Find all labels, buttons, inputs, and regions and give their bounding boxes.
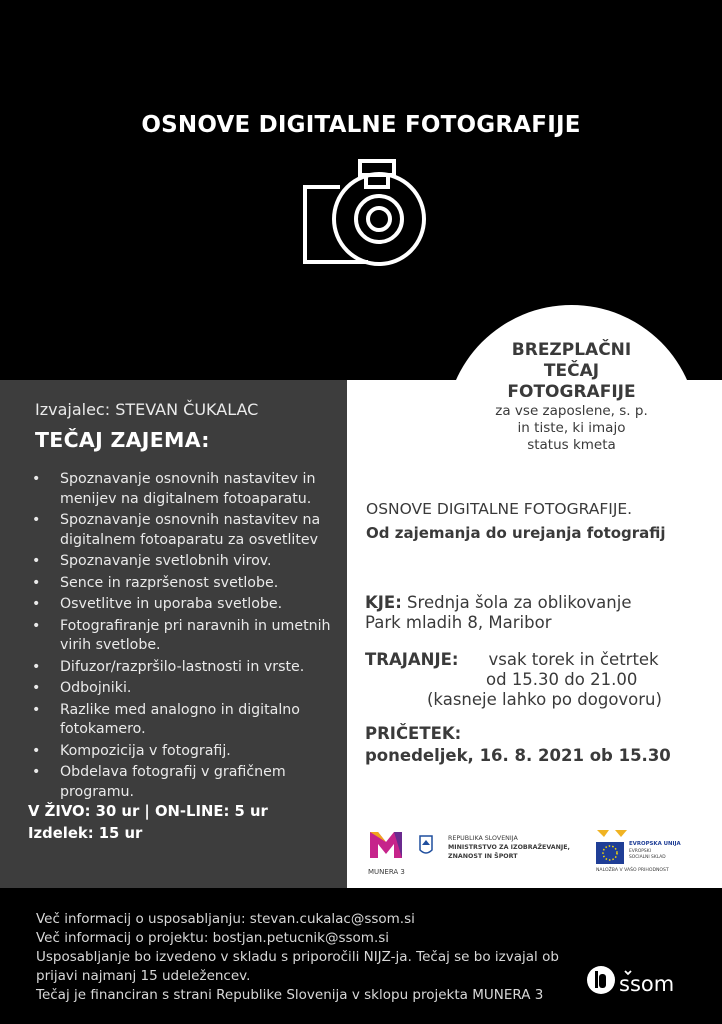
- bubble-sub2: in tiste, ki imajo: [517, 420, 626, 436]
- course-title: [366, 497, 666, 545]
- bubble-line1: BREZPLAČNI: [511, 340, 632, 360]
- ministry-logo: [448, 835, 570, 860]
- eu-line2: EVROPSKI: [629, 849, 651, 854]
- munera-label: MUNERA 3: [368, 868, 405, 876]
- hours-live-online: V ŽIVO: 30 ur | ON-LINE: 5 ur: [28, 803, 268, 820]
- location-label: KJE:: [365, 593, 402, 612]
- list-item: • Odbojniki.: [22, 679, 342, 699]
- footer-line1: Več informacij o usposabljanju: stevan.cukalac@ssom.si: [36, 911, 415, 927]
- start-label: PRIČETEK:: [365, 724, 462, 743]
- munera-logo: [368, 832, 405, 876]
- list-item: • Razlike med analogno in digitalno fotokamero.: [22, 701, 342, 740]
- bubble-sub1: za vse zaposlene, s. p.: [495, 403, 648, 419]
- list-item: • Obdelava fotografij v grafičnem programu.: [22, 763, 342, 802]
- list-item: • Spoznavanje svetlobnih virov.: [22, 552, 342, 572]
- footer-line4: prijavi najmanj 15 udeležencev.: [36, 968, 251, 984]
- camera-icon: [300, 155, 430, 270]
- page-title: OSNOVE DIGITALNE FOTOGRAFIJE: [141, 112, 581, 138]
- hours-product: Izdelek: 15 ur: [28, 825, 143, 842]
- course-covers-heading: TEČAJ ZAJEMA:: [35, 428, 210, 452]
- duration-label: TRAJANJE:: [365, 650, 459, 669]
- list-item: • Spoznavanje osnovnih nastavitev in menijev na digitalnem fotoaparatu.: [22, 470, 342, 509]
- duration-line3: (kasneje lahko po dogovoru): [427, 690, 662, 709]
- list-item: • Sence in razpršenost svetlobe.: [22, 574, 342, 594]
- footer-line2: Več informacij o projektu: bostjan.petucnik@ssom.si: [36, 930, 390, 946]
- list-item: • Kompozicija v fotografij.: [22, 742, 342, 762]
- bubble-line2: TEČAJ: [543, 361, 600, 381]
- location-line1: Srednja šola za oblikovanje: [407, 593, 632, 612]
- list-item: • Difuzor/razpršilo-lastnosti in vrste.: [22, 658, 342, 678]
- list-item: • Spoznavanje osnovnih nastavitev na digitalnem fotoaparatu za osvetlitev: [22, 511, 342, 550]
- footer-line3: Usposabljanje bo izvedeno v skladu s priporočili NIJZ-ja. Tečaj se bo izvajal ob: [36, 949, 559, 965]
- instructor: Izvajalec: STEVAN ČUKALAC: [35, 400, 259, 419]
- eu-line1: EVROPSKA UNIJA: [629, 841, 681, 847]
- start-date: ponedeljek, 16. 8. 2021 ob 15.30: [365, 746, 671, 765]
- ministry-line2: MINISTRSTVO ZA IZOBRAŽEVANJE,: [448, 844, 570, 851]
- topics-list: [22, 470, 342, 804]
- eu-line3: SOCIALNI SKLAD: [629, 855, 666, 860]
- footer-info: [36, 910, 559, 1005]
- location-line2: Park mladih 8, Maribor: [365, 613, 552, 632]
- course-title-line2: Od zajemanja do urejanja fotografij: [366, 524, 666, 542]
- ministry-line3: ZNANOST IN ŠPORT: [448, 853, 518, 860]
- list-item: • Fotografiranje pri naravnih in umetnih virih svetlobe.: [22, 617, 342, 656]
- course-title-line1: OSNOVE DIGITALNE FOTOGRAFIJE.: [366, 500, 633, 518]
- bubble-line3: FOTOGRAFIJE: [507, 382, 636, 402]
- eu-line4: NALOŽBA V VAŠO PRIHODNOST: [596, 868, 669, 873]
- location: [365, 593, 715, 633]
- list-item: • Osvetlitve in uporaba svetlobe.: [22, 595, 342, 615]
- duration: [365, 650, 662, 710]
- eu-logo: [596, 830, 682, 873]
- slovenia-coat-of-arms-icon: [420, 836, 432, 853]
- duration-line1: vsak torek in četrtek: [488, 650, 659, 669]
- ssom-logo: [586, 962, 691, 1002]
- start: [365, 723, 671, 767]
- duration-line2: od 15.30 do 21.00: [486, 670, 638, 689]
- ssom-label: ssom: [619, 972, 675, 996]
- hours-info: [28, 801, 268, 845]
- sponsor-logos: [368, 828, 708, 886]
- ministry-line1: REPUBLIKA SLOVENIJA: [448, 835, 518, 842]
- footer-line5: Tečaj je financiran s strani Republike Slovenija v sklopu projekta MUNERA 3: [36, 987, 544, 1003]
- free-course-text: [445, 340, 698, 454]
- bubble-sub3: status kmeta: [527, 437, 616, 453]
